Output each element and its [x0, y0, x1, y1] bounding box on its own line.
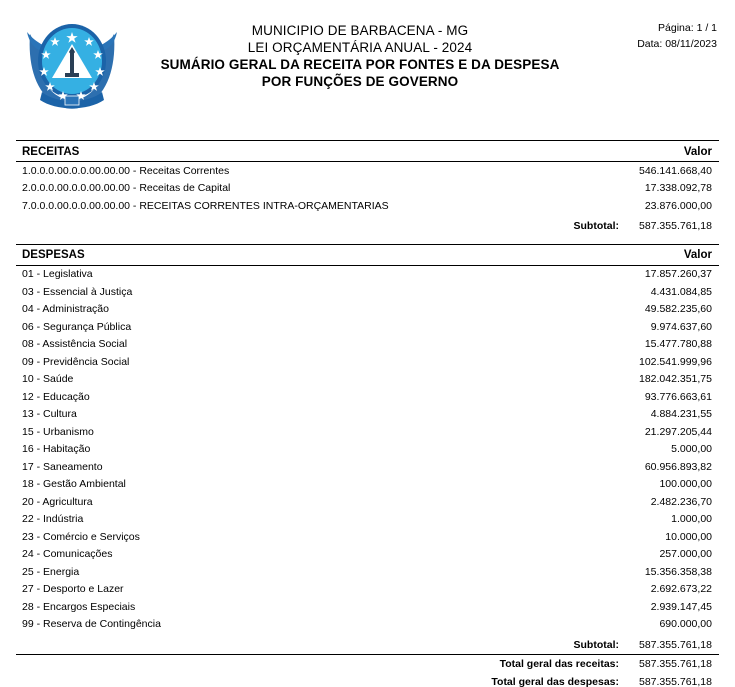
report-body — [16, 140, 719, 687]
table-row — [16, 162, 719, 180]
despesa-label: 04 - Administração — [22, 303, 109, 316]
despesa-label: 13 - Cultura — [22, 408, 77, 421]
despesa-value: 10.000,00 — [665, 530, 712, 543]
receitas-subtotal-value: 587.355.761,18 — [639, 220, 712, 232]
table-row — [16, 598, 719, 616]
section-divider-gap — [16, 236, 719, 244]
total-despesas-value: 587.355.761,18 — [639, 676, 712, 687]
table-row — [16, 423, 719, 441]
receitas-value-header: Valor — [536, 141, 719, 162]
despesas-subtotal-label: Subtotal: — [573, 638, 619, 651]
total-receitas-value: 587.355.761,18 — [639, 658, 712, 670]
despesa-label: 20 - Agricultura — [22, 495, 93, 508]
despesa-label: 09 - Previdência Social — [22, 355, 130, 368]
title-line-law: LEI ORÇAMENTÁRIA ANUAL - 2024 — [247, 40, 473, 55]
barbacena-coat-of-arms-icon — [22, 16, 122, 120]
title-line-summary-2: POR FUNÇÕES DE GOVERNO — [261, 74, 459, 89]
table-row — [16, 388, 719, 406]
table-row — [16, 458, 719, 476]
receita-value: 23.876.000,00 — [644, 199, 712, 212]
despesa-value: 5.000,00 — [671, 443, 712, 456]
despesas-subtotal-row — [16, 633, 719, 654]
table-row — [16, 301, 719, 319]
despesa-value: 49.582.235,60 — [644, 303, 712, 316]
report-header — [0, 0, 735, 120]
despesa-value: 690.000,00 — [659, 618, 712, 631]
despesa-value: 2.482.236,70 — [650, 495, 712, 508]
receitas-section-title: RECEITAS — [16, 141, 536, 162]
document-meta — [577, 20, 717, 52]
despesa-label: 06 - Segurança Pública — [22, 320, 132, 333]
despesa-value: 15.477.780,88 — [644, 338, 712, 351]
despesa-label: 01 - Legislativa — [22, 268, 93, 281]
title-line-municipality: MUNICIPIO DE BARBACENA - MG — [251, 23, 469, 38]
table-row — [16, 511, 719, 529]
title-line-summary-1: SUMÁRIO GERAL DA RECEITA POR FONTES E DA DESPESA — [160, 57, 560, 72]
grand-totals-table — [16, 655, 719, 687]
receita-value: 546.141.668,40 — [639, 164, 712, 177]
despesa-label: 10 - Saúde — [22, 373, 74, 386]
despesa-value: 257.000,00 — [659, 548, 712, 561]
receita-label: 2.0.0.0.00.0.0.00.00.00 - Receitas de Capital — [22, 182, 231, 195]
table-row — [16, 197, 719, 215]
document-date-row — [577, 36, 717, 52]
despesa-label: 24 - Comunicações — [22, 548, 113, 561]
page-title — [150, 22, 570, 90]
despesas-table — [16, 244, 719, 656]
receitas-table — [16, 140, 719, 236]
despesas-subtotal-value: 587.355.761,18 — [639, 638, 712, 651]
despesa-value: 4.431.084,85 — [650, 285, 712, 298]
table-row — [16, 318, 719, 336]
despesas-header-row — [16, 244, 719, 265]
despesa-value: 2.692.673,22 — [650, 583, 712, 596]
despesa-value: 102.541.999,96 — [639, 355, 712, 368]
despesa-label: 28 - Encargos Especiais — [22, 600, 136, 613]
despesa-value: 1.000,00 — [671, 513, 712, 526]
total-receitas-row — [16, 655, 719, 673]
table-row — [16, 283, 719, 301]
despesa-value: 60.956.893,82 — [644, 460, 712, 473]
despesa-label: 12 - Educação — [22, 390, 90, 403]
table-row — [16, 528, 719, 546]
table-row — [16, 406, 719, 424]
page-number-label: Página: — [658, 22, 694, 34]
table-row — [16, 441, 719, 459]
receitas-subtotal-label: Subtotal: — [573, 220, 619, 232]
table-row — [16, 353, 719, 371]
despesa-value: 15.356.358,38 — [644, 565, 712, 578]
despesa-label: 16 - Habitação — [22, 443, 91, 456]
despesa-label: 25 - Energia — [22, 565, 80, 578]
total-despesas-row — [16, 673, 719, 687]
despesa-label: 03 - Essencial à Justiça — [22, 285, 133, 298]
receitas-subtotal-row — [16, 215, 719, 236]
table-row — [16, 546, 719, 564]
table-row — [16, 336, 719, 354]
despesa-label: 99 - Reserva de Contingência — [22, 618, 161, 631]
table-row — [16, 180, 719, 198]
despesa-value: 93.776.663,61 — [644, 390, 712, 403]
table-row — [16, 616, 719, 634]
document-date-value: 08/11/2023 — [665, 38, 717, 50]
despesa-value: 2.939.147,45 — [650, 600, 712, 613]
despesa-label: 17 - Saneamento — [22, 460, 103, 473]
despesa-value: 9.974.637,60 — [650, 320, 712, 333]
despesa-value: 4.884.231,55 — [650, 408, 712, 421]
receitas-header-row — [16, 141, 719, 162]
receita-label: 7.0.0.0.00.0.0.00.00.00 - RECEITAS CORRENTES INTRA-ORÇAMENTARIAS — [22, 199, 389, 212]
document-date-label: Data: — [637, 38, 663, 50]
despesa-label: 15 - Urbanismo — [22, 425, 94, 438]
despesa-label: 27 - Desporto e Lazer — [22, 583, 124, 596]
despesa-label: 18 - Gestão Ambiental — [22, 478, 126, 491]
despesa-value: 100.000,00 — [659, 478, 712, 491]
receita-value: 17.338.092,78 — [644, 182, 712, 195]
despesa-label: 23 - Comércio e Serviços — [22, 530, 140, 543]
table-row — [16, 581, 719, 599]
page-number-row — [577, 20, 717, 36]
table-row — [16, 476, 719, 494]
receitas-table-body — [16, 141, 719, 236]
table-row — [16, 563, 719, 581]
grand-totals-body — [16, 655, 719, 687]
table-row — [16, 493, 719, 511]
despesas-value-header: Valor — [536, 244, 719, 265]
total-despesas-label: Total geral das despesas: — [491, 676, 619, 687]
despesa-value: 17.857.260,37 — [644, 268, 712, 281]
despesa-label: 08 - Assistência Social — [22, 338, 128, 351]
receita-label: 1.0.0.0.00.0.0.00.00.00 - Receitas Correntes — [22, 164, 230, 177]
table-row — [16, 265, 719, 283]
despesa-label: 22 - Indústria — [22, 513, 84, 526]
despesas-section-title: DESPESAS — [16, 244, 536, 265]
page-number-value: 1 / 1 — [696, 22, 717, 34]
table-row — [16, 371, 719, 389]
despesa-value: 182.042.351,75 — [639, 373, 712, 386]
despesa-value: 21.297.205,44 — [644, 425, 712, 438]
despesas-table-body — [16, 244, 719, 655]
total-receitas-label: Total geral das receitas: — [499, 658, 619, 670]
